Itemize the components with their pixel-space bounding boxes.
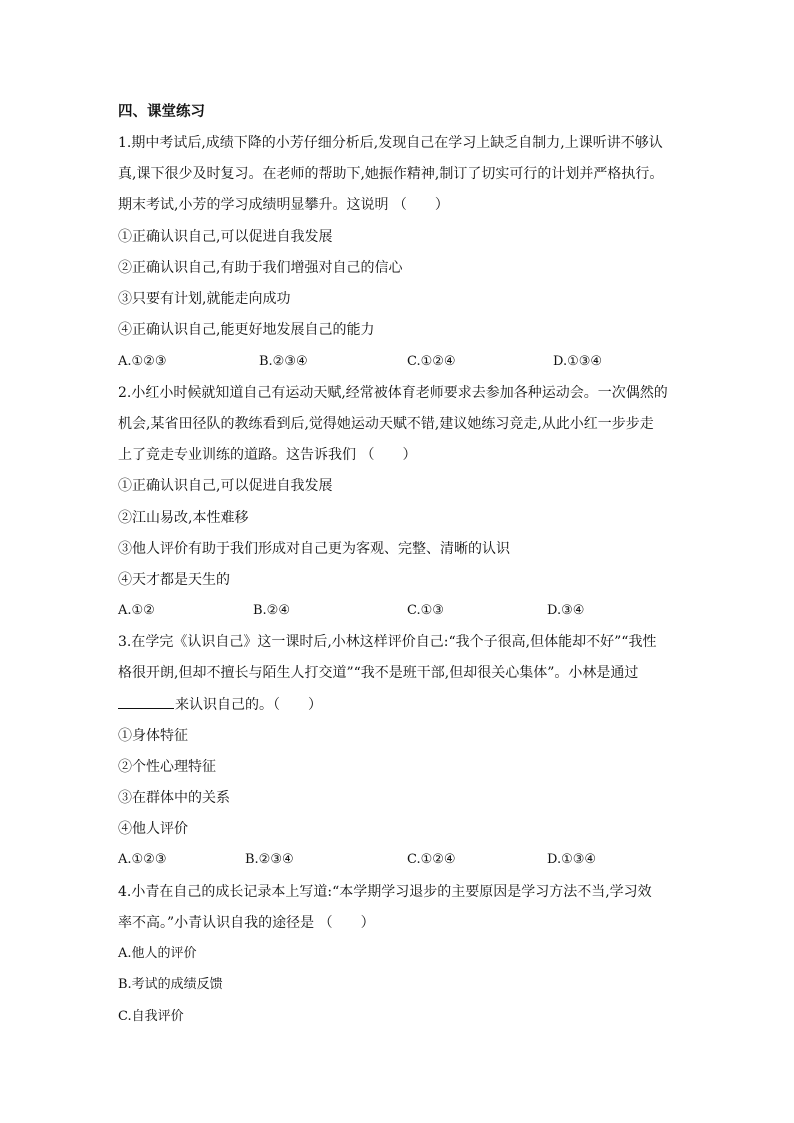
question-3-stem-line-3 [118, 695, 683, 714]
question-1-item-1: ①正确认识自己,可以促进自我发展 [118, 229, 333, 245]
question-3-stem-line-1: 3.在学完《认识自己》这一课时后,小林这样评价自己:“我个子很高,但体能却不好”“我性 [118, 634, 657, 650]
question-1-stem-line-1: 1.期中考试后,成绩下降的小芳仔细分析后,发现自己在学习上缺乏自制力,上课听讲不够认 [118, 135, 663, 151]
question-2-option-a[interactable]: A.①② [118, 603, 155, 618]
question-3-stem-line-2: 格很开朗,但却不擅长与陌生人打交道”“我不是班干部,但却很关心集体”。小林是通过 [118, 665, 639, 681]
question-2-option-b[interactable]: B.②④ [253, 603, 290, 618]
question-2-option-c[interactable]: C.①③ [407, 603, 444, 618]
question-1-item-2: ②正确认识自己,有助于我们增强对自己的信心 [118, 260, 403, 276]
question-3-item-4: ④他人评价 [118, 821, 188, 837]
question-3-item-3: ③在群体中的关系 [118, 790, 230, 806]
section-title: 四、课堂练习 [118, 103, 205, 120]
fill-in-blank[interactable] [118, 695, 174, 709]
question-2-item-2: ②江山易改,本性难移 [118, 510, 249, 526]
question-1-option-b[interactable]: B.②③④ [259, 354, 308, 369]
question-1-stem-line-3: 期末考试,小芳的学习成绩明显攀升。这说明 （ ） [118, 197, 449, 213]
question-2-stem-line-3: 上了竞走专业训练的道路。这告诉我们 （ ） [118, 447, 417, 463]
question-3-stem-line-3-text: 来认识自己的。（ ） [175, 697, 322, 713]
question-3-item-2: ②个性心理特征 [118, 759, 216, 775]
question-3-item-1: ①身体特征 [118, 728, 188, 744]
question-4-option-c[interactable]: C.自我评价 [118, 1009, 184, 1024]
question-1-item-4: ④正确认识自己,能更好地发展自己的能力 [118, 322, 375, 338]
question-2-option-d[interactable]: D.③④ [547, 603, 585, 618]
question-2-item-1: ①正确认识自己,可以促进自我发展 [118, 478, 333, 494]
question-1-option-c[interactable]: C.①②④ [407, 354, 456, 369]
question-2-stem-line-2: 机会,某省田径队的教练看到后,觉得她运动天赋不错,建议她练习竞走,从此小红一步步走 [118, 416, 654, 432]
question-1-stem-line-2: 真,课下很少及时复习。在老师的帮助下,她振作精神,制订了切实可行的计划并严格执行。 [118, 166, 664, 182]
question-3-option-d[interactable]: D.①③④ [547, 852, 597, 867]
question-3-option-c[interactable]: C.①②④ [407, 852, 456, 867]
question-2-item-4: ④天才都是天生的 [118, 572, 230, 588]
question-4-option-a[interactable]: A.他人的评价 [118, 946, 197, 961]
question-4-stem-line-2: 率不高。”小青认识自我的途径是 （ ） [118, 915, 375, 931]
question-2-stem-line-1: 2.小红小时候就知道自己有运动天赋,经常被体育老师要求去参加各种运动会。一次偶然的 [118, 385, 668, 401]
question-2-item-3: ③他人评价有助于我们形成对自己更为客观、完整、清晰的认识 [118, 541, 510, 557]
question-1-option-d[interactable]: D.①③④ [553, 354, 603, 369]
question-1-option-a[interactable]: A.①②③ [118, 354, 167, 369]
question-4-stem-line-1: 4.小青在自己的成长记录本上写道:“本学期学习退步的主要原因是学习方法不当,学习效 [118, 884, 652, 900]
question-4-option-b[interactable]: B.考试的成绩反馈 [118, 977, 223, 992]
question-3-option-a[interactable]: A.①②③ [118, 852, 167, 867]
question-3-option-b[interactable]: B.②③④ [245, 852, 294, 867]
question-1-item-3: ③只要有计划,就能走向成功 [118, 291, 291, 307]
